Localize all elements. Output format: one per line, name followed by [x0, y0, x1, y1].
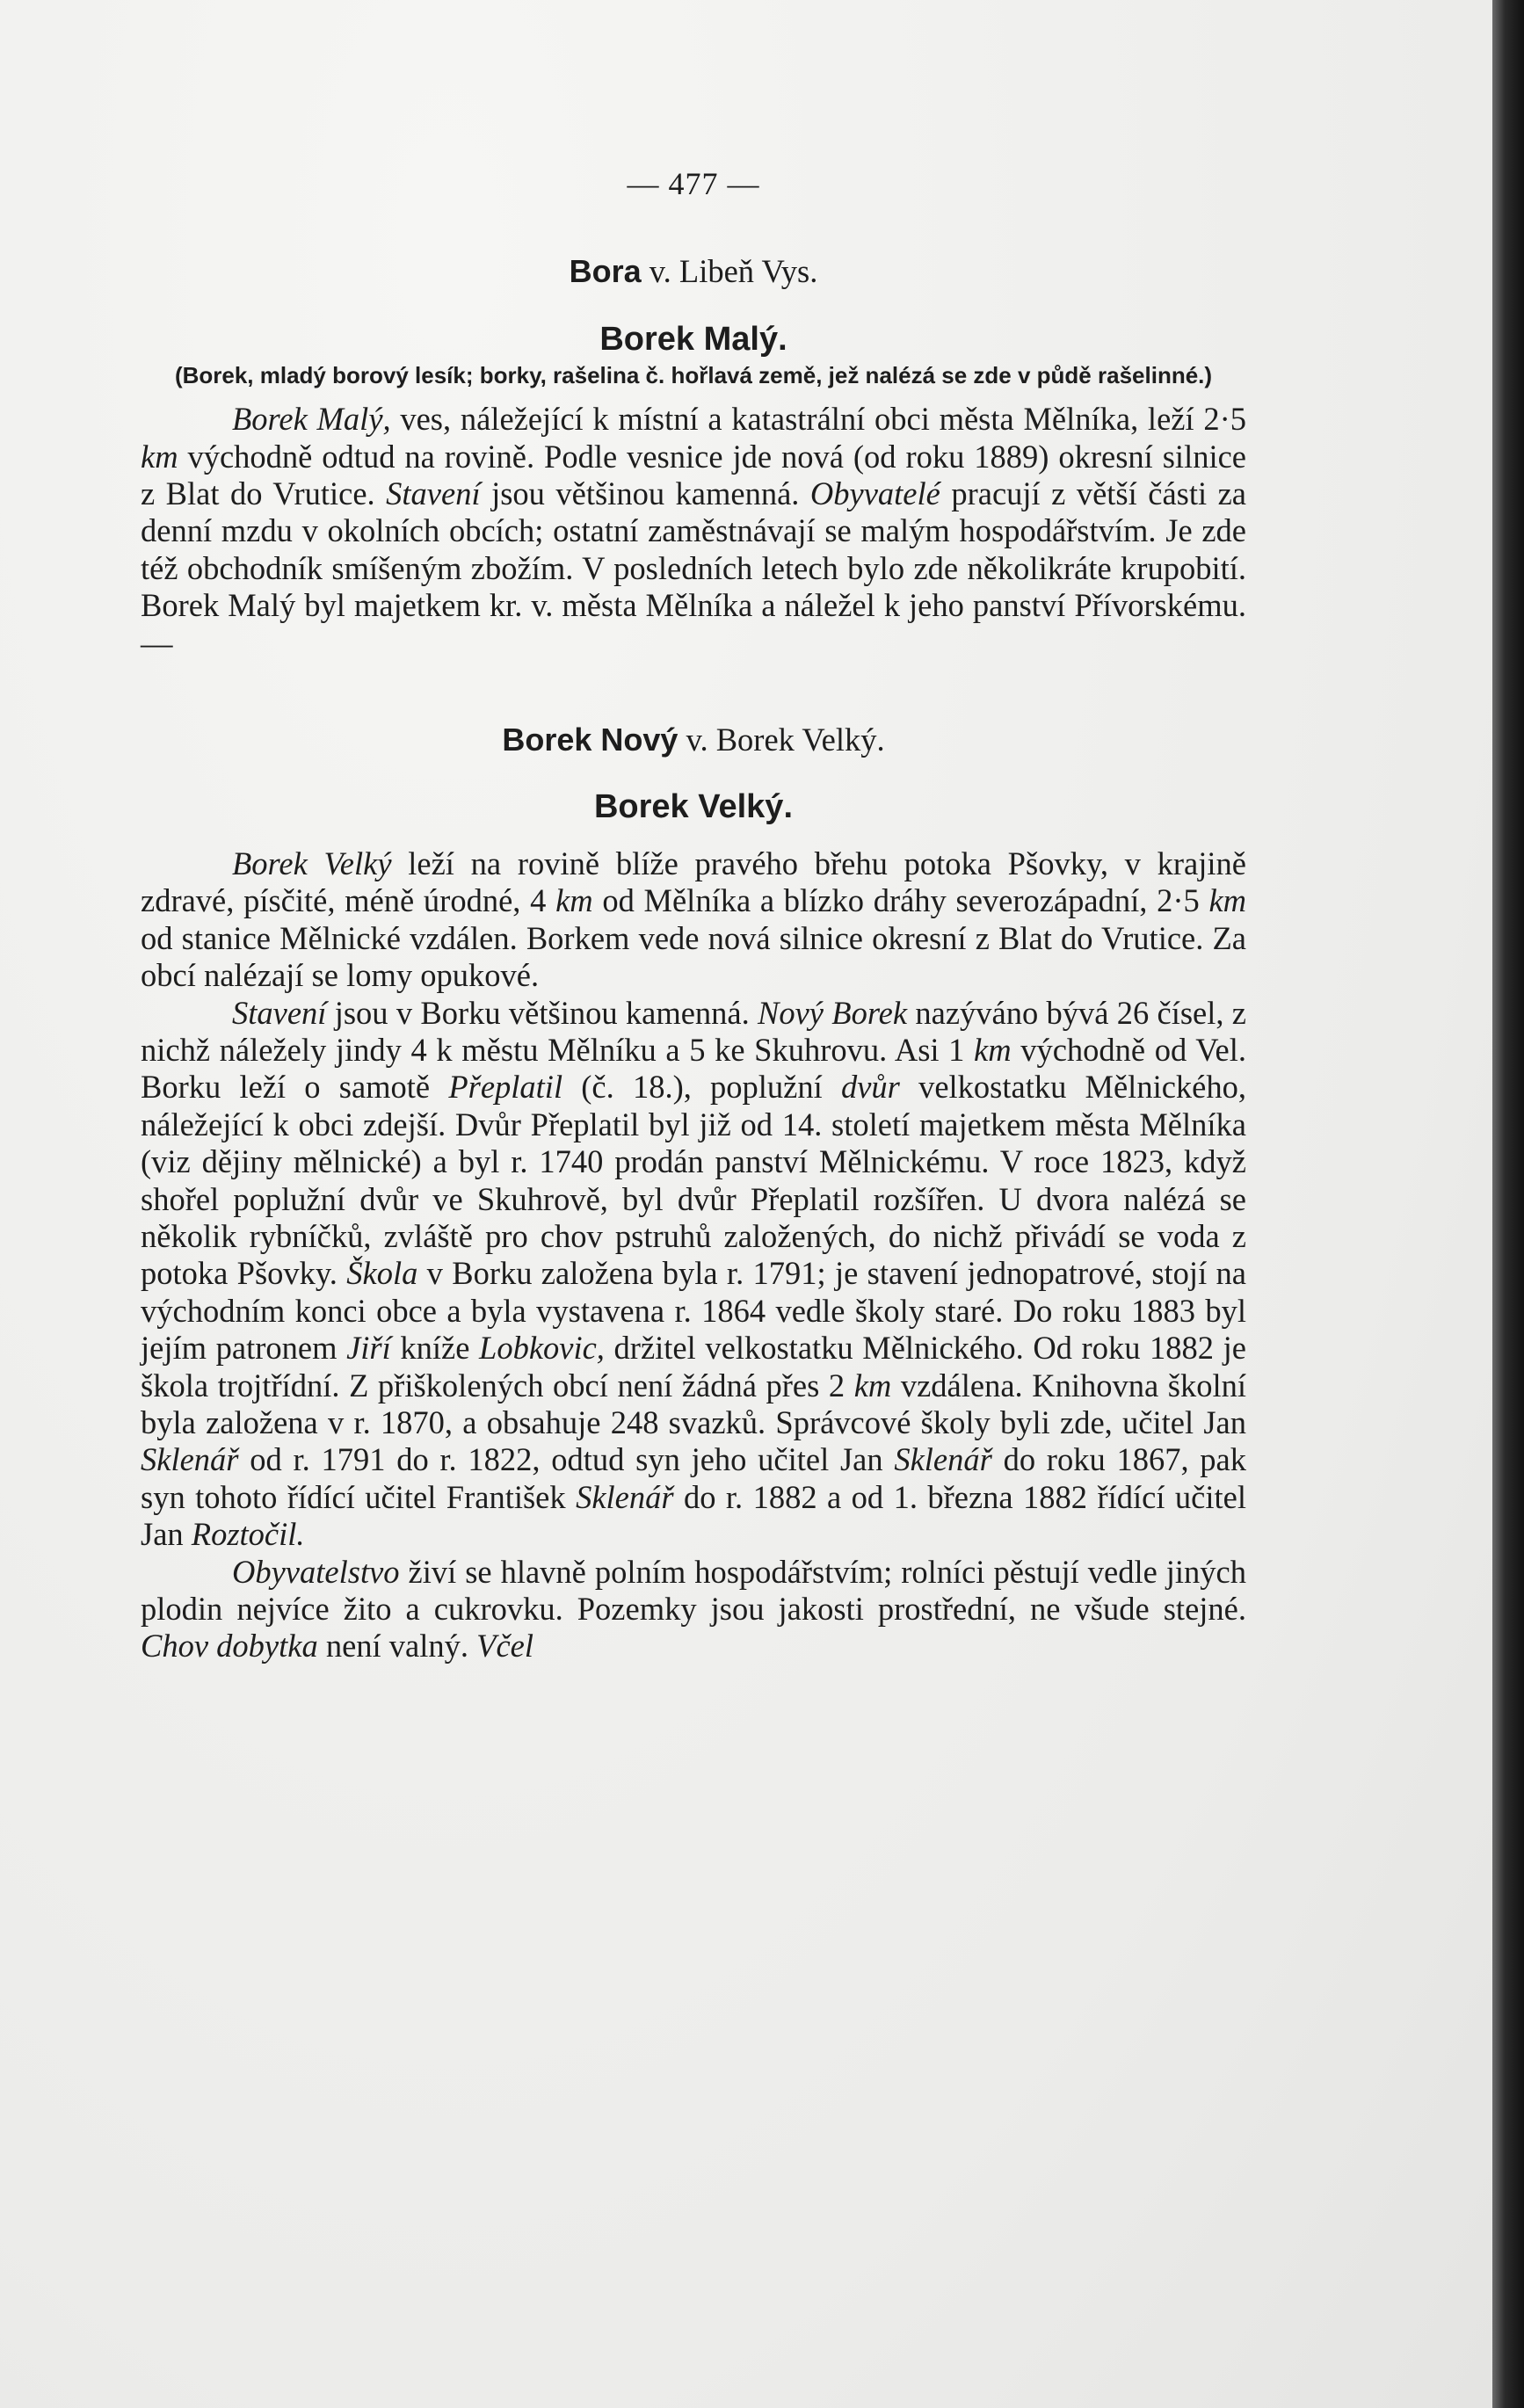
page-content	[141, 149, 1246, 1665]
etymology-note: (Borek, mladý borový lesík; borky, rašelina č. hořlavá země, jež nalézá se zde v půdě rašelinné.)	[174, 362, 1213, 389]
cross-reference: v. Libeň Vys.	[649, 253, 818, 290]
paragraph-borek-maly: Borek Malý, ves, náležející k místní a katastrální obci města Mělníka, leží 2·5 km východně odtud na rovině. Podle vesnice jde nová (od roku 1889) okresní silnice z Blat do Vrutice. Stavení jsou většinou kamenná. Obyvatelé pracují z větší části za denní mzdu v okolních obcích; ostatní zaměstnávají se malým hospodářstvím. Je zde též obchodník smíšeným zbožím. V posledních letech bylo zde několikráte krupobití. Borek Malý byl majetkem kr. v. města Mělníka a náležel k jeho panství Přívorskému.—	[141, 401, 1247, 661]
page-number: — 477 —	[627, 166, 760, 201]
headword-bora: Bora	[569, 253, 642, 290]
entry-heading-borek-maly: Borek Malý.	[599, 320, 787, 358]
paragraph-borek-velky-population: Obyvatelstvo živí se hlavně polním hospodářstvím; rolníci pěstují vedle jiných plodin nejvíce žito a cukrovku. Pozemky jsou jakosti prostřední, ne všude stejné. Chov dobytka není valný. Včel	[141, 1553, 1246, 1665]
scan-edge-shadow	[1492, 0, 1524, 2408]
paragraph-borek-velky-location: Borek Velký leží na rovině blíže pravého břehu potoka Pšovky, v krajině zdravé, písčité, méně úrodné, 4 km od Mělníka a blízko dráhy severozápadní, 2·5 km od stanice Mělnické vzdálen. Borkem vede nová silnice okresní z Blat do Vrutice. Za obcí nalézají se lomy opukové.	[141, 845, 1246, 994]
cross-reference: v. Borek Velký.	[686, 722, 885, 758]
headword-borek-novy: Borek Nový	[502, 722, 679, 758]
entry-heading-borek-velky: Borek Velký.	[593, 788, 794, 826]
paragraph-borek-velky-history: Stavení jsou v Borku většinou kamenná. Nový Borek nazýváno bývá 26 čísel, z nichž náležely jindy 4 k městu Mělníku a 5 ke Skuhrovu. Asi 1 km východně od Vel. Borku leží o samotě Přeplatil (č. 18.), poplužní dvůr velkostatku Mělnického, náležející k obci zdejší. Dvůr Přeplatil byl již od 14. století majetkem města Mělníka (viz dějiny mělnické) a byl r. 1740 prodán panství Mělnickému. V roce 1823, když shořel poplužní dvůr ve Skuhrově, byl dvůr Přeplatil rozšířen. U dvora nalézá se několik rybníčků, zvláště pro chov pstruhů založených, do nichž přivádí se voda z potoka Pšovky. Škola v Borku založena byla r. 1791; je stavení jednopatrové, stojí na východním konci obce a byla vystavena r. 1864 vedle školy staré. Do roku 1883 byl jejím patronem Jiří kníže Lobkovic, držitel velkostatku Mělnického. Od roku 1882 je škola trojtřídní. Z přiškolených obcí není žádná přes 2 km vzdálena. Knihovna školní byla založena v r. 1870, a obsahuje 248 svazků. Správcové školy byli zde, učitel Jan Sklenář od r. 1791 do r. 1822, odtud syn jeho učitel Jan Sklenář do roku 1867, pak syn tohoto řídící učitel František Sklenář do r. 1882 a od 1. března 1882 řídící učitel Jan Roztočil.	[141, 994, 1247, 1553]
entry-bora	[141, 253, 1246, 290]
entry-borek-novy	[141, 722, 1246, 758]
